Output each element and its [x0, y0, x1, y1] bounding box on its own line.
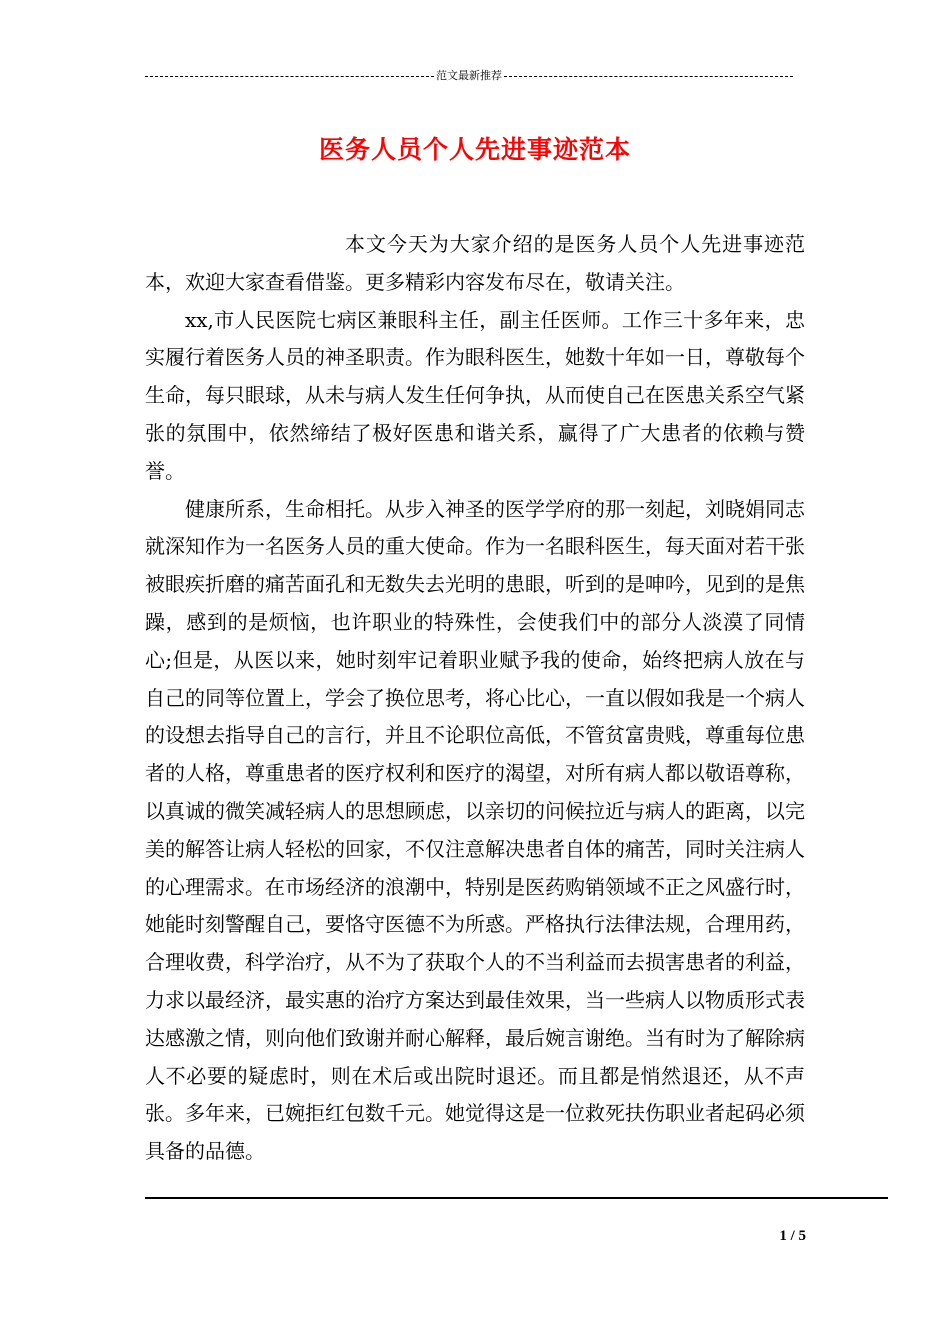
footer-divider — [145, 1197, 888, 1199]
paragraph-intro: 本文今天为大家介绍的是医务人员个人先进事迹范本，欢迎大家查看借鉴。更多精彩内容发布尽在，敬请关注。 — [145, 232, 805, 294]
document-body — [145, 226, 805, 1171]
document-title: 医务人员个人先进事迹范本 — [318, 135, 631, 164]
paragraph-story: 健康所系，生命相托。从步入神圣的医学学府的那一刻起，刘晓娟同志就深知作为一名医务人员的重大使命。作为一名眼科医生，每天面对若干张被眼疾折磨的痛苦面孔和无数失去光明的患眼，听到的是呻吟，见到的是焦躁，感到的是烦恼，也许职业的特殊性，会使我们中的部分人淡漠了同情心;但是，从医以来，她时刻牢记着职业赋予我的使命，始终把病人放在与自己的同等位置上，学会了换位思考，将心比心，一直以假如我是一个病人的设想去指导自己的言行，并且不论职位高低，不管贫富贵贱，尊重每位患者的人格，尊重患者的医疗权利和医疗的渴望，对所有病人都以敬语尊称，以真诚的微笑减轻病人的思想顾虑，以亲切的问候拉近与病人的距离，以完美的解答让病人轻松的回家，不仅注意解决患者自体的痛苦，同时关注病人的心理需求。在市场经济的浪潮中，特别是医药购销领域不正之风盛行时，她能时刻警醒自己，要恪守医德不为所惑。严格执行法律法规，合理用药，合理收费，科学治疗，从不为了获取个人的不当利益而去损害患者的利益，力求以最经济，最实惠的治疗方案达到最佳效果，当一些病人以物质形式表达感激之情，则向他们致谢并耐心解释，最后婉言谢绝。当有时为了解除病人不必要的疑虑时，则在术后或出院时退还。而且都是悄然退还，从不声张。多年来，已婉拒红包数千元。她觉得这是一位救死扶伤职业者起码必须具备的品德。 — [145, 496, 805, 1164]
header-label: 范文最新推荐 — [436, 69, 502, 82]
page-number: 1 / 5 — [779, 1228, 806, 1244]
header-dash-left — [145, 76, 434, 77]
paragraph-profile: xx,市人民医院七病区兼眼科主任，副主任医师。工作三十多年来，忠实履行着医务人员的神圣职责。作为眼科医生，她数十年如一日，尊敬每个生命，每只眼球，从未与病人发生任何争执，从而使自己在医患关系空气紧张的氛围中，依然缔结了极好医患和谐关系，赢得了广大患者的依赖与赞誉。 — [145, 307, 805, 483]
header-dash-right — [504, 76, 793, 77]
page-header — [145, 68, 793, 84]
